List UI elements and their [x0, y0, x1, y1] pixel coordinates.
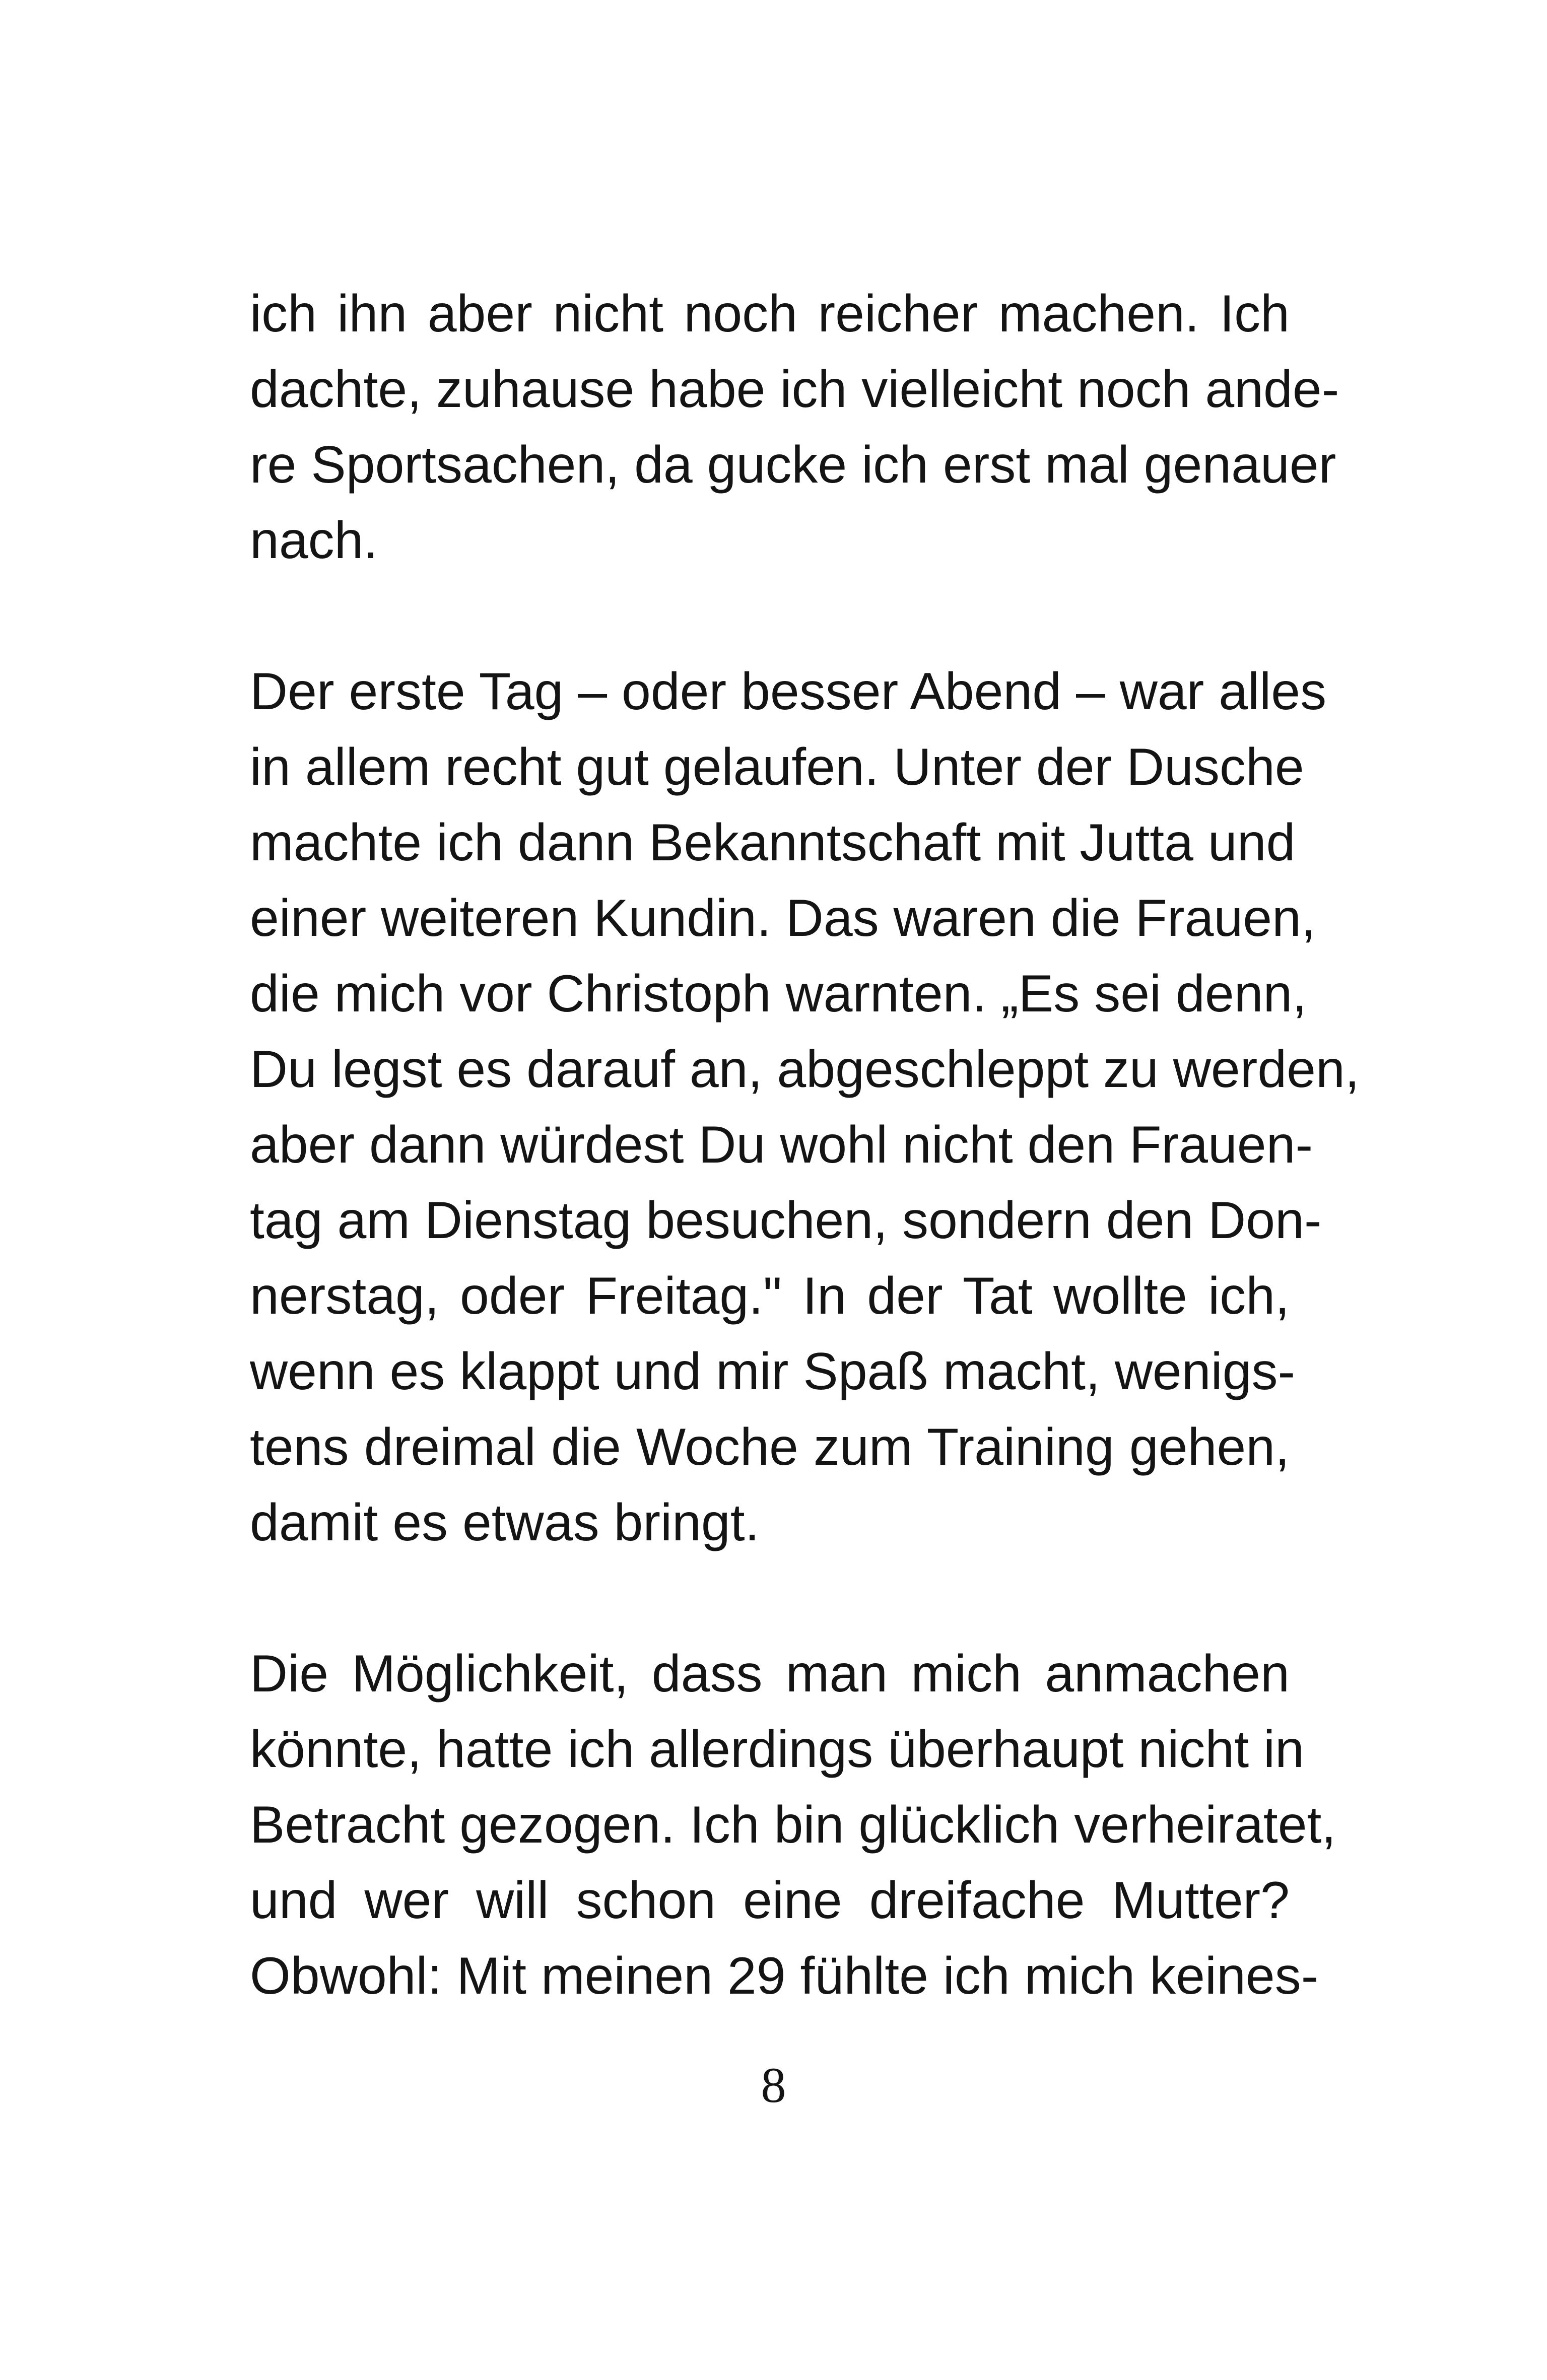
text-line: und wer will schon eine dreifache Mutter? — [250, 1871, 1290, 1930]
text-line: wenn es klappt und mir Spaß macht, wenigs- — [250, 1342, 1296, 1401]
text-line: Du legst es darauf an, abgeschleppt zu werden, — [250, 1040, 1360, 1099]
page-number: 8 — [761, 2057, 786, 2113]
text-line: Obwohl: Mit meinen 29 fühlte ich mich keines- — [250, 1947, 1319, 2005]
text-line: ich ihn aber nicht noch reicher machen. Ich — [250, 285, 1290, 343]
paragraph-1 — [250, 276, 1339, 578]
text-line: machte ich dann Bekanntschaft mit Jutta und — [250, 813, 1296, 872]
text-line: dachte, zuhause habe ich vielleicht noch ande- — [250, 360, 1339, 419]
text-line: einer weiteren Kundin. Das waren die Frauen, — [250, 889, 1316, 947]
text-line: nerstag, oder Freitag." In der Tat wollte ich, — [250, 1267, 1290, 1325]
text-line: Betracht gezogen. Ich bin glücklich verheiratet, — [250, 1796, 1336, 1854]
text-line: tens dreimal die Woche zum Training gehen, — [250, 1418, 1290, 1476]
text-line: tag am Dienstag besuchen, sondern den Don- — [250, 1191, 1322, 1250]
text-line: in allem recht gut gelaufen. Unter der Dusche — [250, 738, 1304, 796]
text-line: damit es etwas bringt. — [250, 1493, 760, 1552]
text-line: die mich vor Christoph warnten. „Es sei denn, — [250, 965, 1307, 1023]
text-line: könnte, hatte ich allerdings überhaupt nicht in — [250, 1720, 1304, 1779]
paragraph-3 — [250, 1636, 1336, 2014]
text-line: Die Möglichkeit, dass man mich anmachen — [250, 1645, 1290, 1703]
paragraph-2 — [250, 654, 1360, 1560]
text-line: aber dann würdest Du wohl nicht den Frauen- — [250, 1116, 1313, 1174]
text-line: re Sportsachen, da gucke ich erst mal genauer — [250, 436, 1336, 494]
text-line: nach. — [250, 511, 378, 570]
text-line: Der erste Tag – oder besser Abend – war alles — [250, 662, 1327, 721]
